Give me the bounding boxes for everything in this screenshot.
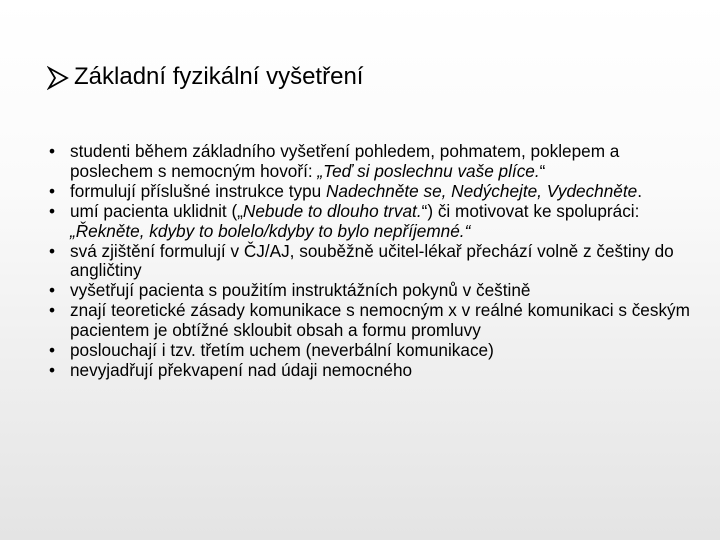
bullet-text-part: formulují příslušné instrukce typu bbox=[70, 180, 327, 201]
bullet-text bbox=[70, 340, 494, 360]
bullet-text-part: svá zjištění formulují v ČJ/AJ, souběžně učitel-lékař přechází volně z češtiny do angličtiny bbox=[70, 240, 674, 281]
bullet-dot-icon: • bbox=[48, 200, 56, 221]
bullet-item bbox=[46, 242, 706, 282]
bullet-dot-icon: • bbox=[48, 340, 56, 361]
bullet-text-part: . bbox=[637, 180, 642, 201]
bullet-item bbox=[46, 361, 706, 381]
bullet-dot-icon: • bbox=[48, 300, 56, 321]
bullet-text bbox=[70, 141, 619, 181]
bullet-text-italic: „Řekněte, kdyby to bolelo/kdyby to bylo nepříjemné.“ bbox=[70, 220, 471, 241]
slide-title: Základní fyzikální vyšetření bbox=[74, 63, 364, 90]
bullet-text bbox=[70, 181, 642, 201]
bullet-dot-icon: • bbox=[48, 280, 56, 301]
bullet-dot-icon: • bbox=[48, 180, 56, 201]
bullet-text-part: znají teoretické zásady komunikace s nemocným x v reálné komunikaci s českým pacientem je obtížné skloubit obsah a formu promluvy bbox=[70, 300, 690, 341]
bullet-dot-icon: • bbox=[48, 240, 56, 261]
bullet-list bbox=[46, 142, 706, 381]
bullet-dot-icon: • bbox=[48, 359, 56, 380]
bullet-item bbox=[46, 301, 706, 341]
bullet-text-part: vyšetřují pacienta s použitím instruktážních pokynů v češtině bbox=[70, 280, 531, 301]
bullet-text-italic: Nebude to dlouho trvat. bbox=[242, 200, 422, 221]
bullet-text bbox=[70, 201, 639, 241]
bullet-text-italic: Nadechněte se, Nedýchejte, Vydechněte bbox=[326, 180, 638, 201]
bullet-text-part: studenti během základního vyšetření pohledem, pohmatem, poklepem a poslechem s nemocným hovoří: bbox=[70, 141, 620, 181]
bullet-text-part: “ bbox=[539, 160, 546, 181]
bullet-item bbox=[46, 182, 706, 202]
arrow-check-icon bbox=[47, 65, 69, 91]
bullet-text bbox=[70, 280, 530, 300]
bullet-text-italic: „Teď si poslechnu vaše plíce. bbox=[317, 160, 540, 181]
bullet-text bbox=[70, 241, 674, 281]
bullet-item bbox=[46, 202, 706, 242]
bullet-text-part: umí pacienta uklidnit („ bbox=[70, 200, 243, 221]
bullet-item bbox=[46, 281, 706, 301]
slide-title-row bbox=[47, 60, 363, 94]
bullet-text bbox=[70, 300, 690, 340]
bullet-item bbox=[46, 341, 706, 361]
bullet-text-part: nevyjadřují překvapení nad údaji nemocného bbox=[70, 359, 413, 380]
bullet-text-part: “) či motivovat ke spolupráci: bbox=[421, 200, 640, 221]
bullet-text-part: poslouchají i tzv. třetím uchem (neverbální komunikace) bbox=[70, 340, 494, 361]
bullet-dot-icon: • bbox=[48, 141, 56, 161]
bullet-text bbox=[70, 360, 412, 380]
bullet-item bbox=[46, 142, 706, 182]
